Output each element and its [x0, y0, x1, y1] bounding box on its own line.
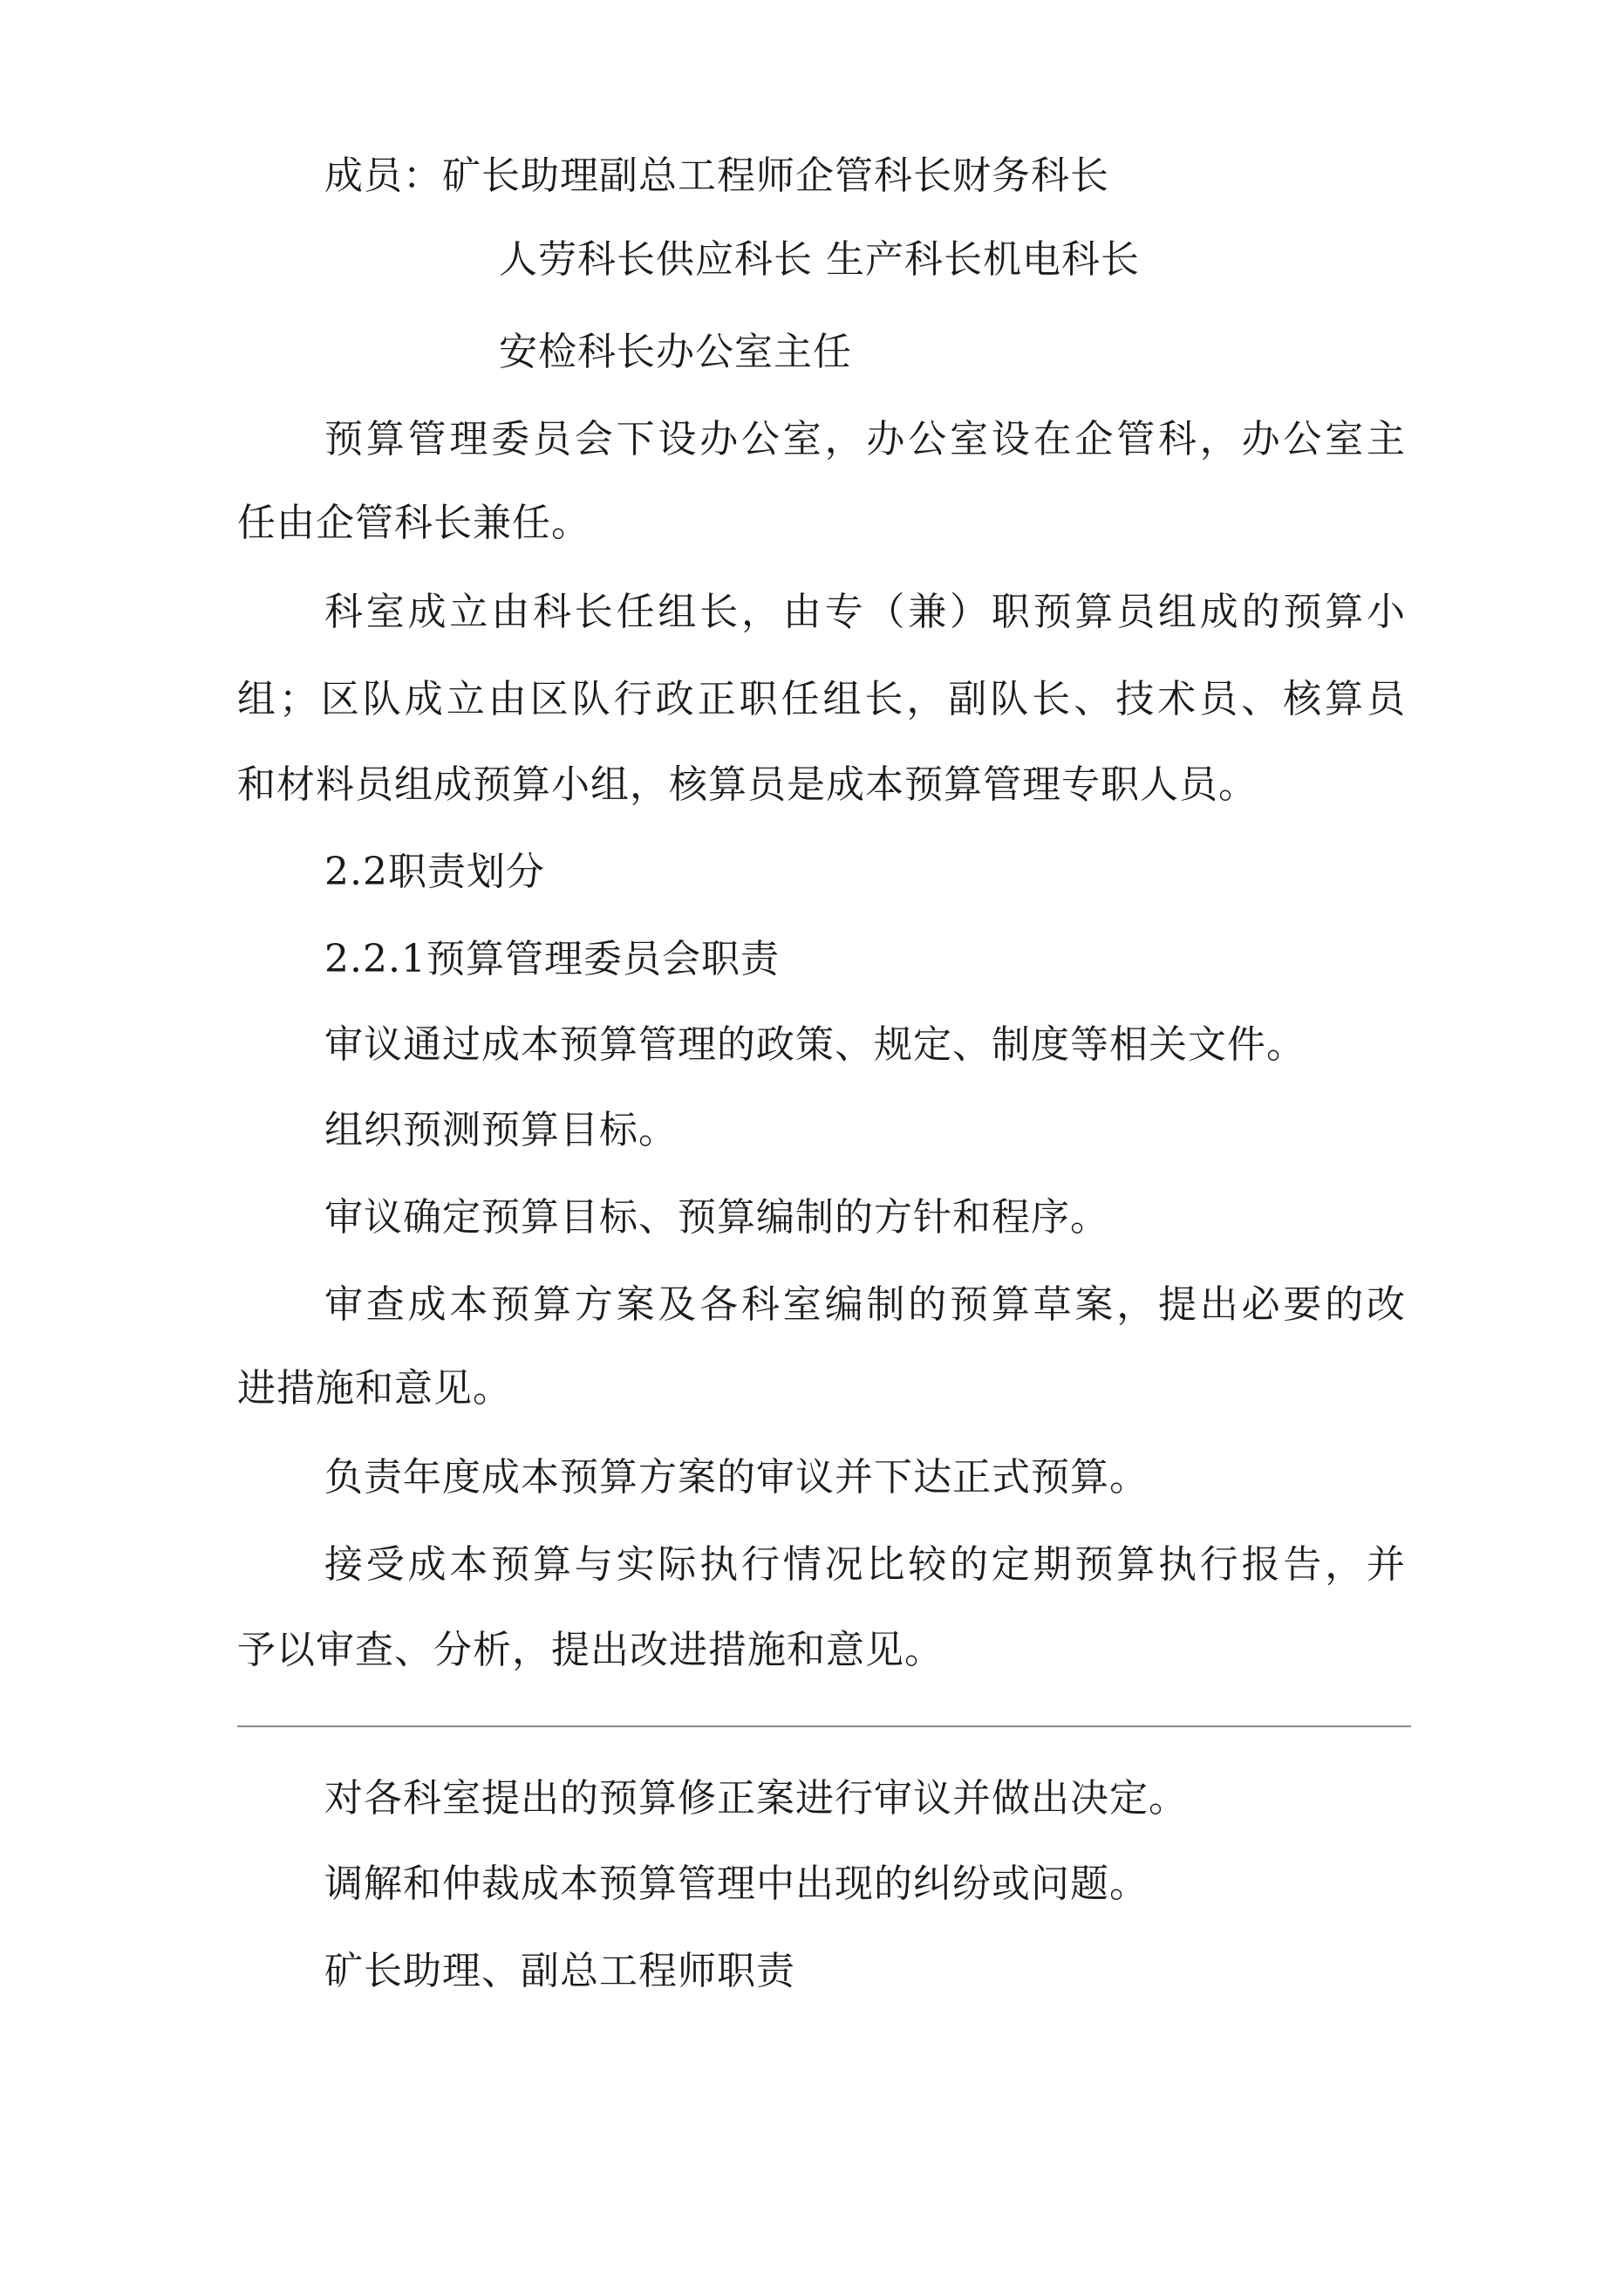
duty-item-continued: 进措施和意见。 — [237, 1366, 512, 1411]
duty-item: 审议通过成本预算管理的政策、规定、制度等相关文件。 — [324, 1022, 1306, 1067]
members-line-continued: 安检科长办公室主任 — [499, 330, 852, 374]
duty-item: 组织预测预算目标。 — [324, 1108, 678, 1152]
section-heading: 矿长助理、副总工程师职责 — [324, 1949, 795, 1993]
section-heading: 2.2职责划分 — [324, 850, 545, 894]
paragraph-line: 任由企管科长兼任。 — [237, 501, 590, 545]
duty-item: 调解和仲裁成本预算管理中出现的纠纷或问题。 — [324, 1862, 1149, 1906]
duty-item: 对各科室提出的预算修正案进行审议并做出决定。 — [324, 1776, 1188, 1821]
paragraph-line: 科室成立由科长任组长，由专（兼）职预算员组成的预算小 — [324, 590, 1406, 634]
duty-item: 审查成本预算方案及各科室编制的预算草案，提出必要的改 — [324, 1282, 1406, 1327]
members-line: 成员：矿长助理副总工程师企管科长财务科长 — [324, 154, 1109, 198]
paragraph-line: 预算管理委员会下设办公室，办公室设在企管科，办公室主 — [324, 417, 1406, 461]
duty-item: 接受成本预算与实际执行情况比较的定期预算执行报告，并 — [324, 1542, 1406, 1587]
duty-item-continued: 予以审查、分析，提出改进措施和意见。 — [237, 1628, 944, 1672]
paragraph-line: 组；区队成立由区队行政正职任组长，副队长、技术员、核算员 — [237, 677, 1406, 721]
members-line-continued: 人劳科长供应科长 生产科长机电科长 — [499, 237, 1140, 282]
paragraph-line: 和材料员组成预算小组，核算员是成本预算管理专职人员。 — [237, 762, 1258, 807]
duty-item: 负责年度成本预算方案的审议并下达正式预算。 — [324, 1455, 1149, 1500]
page-divider — [237, 1725, 1411, 1727]
duty-item: 审议确定预算目标、预算编制的方针和程序。 — [324, 1195, 1109, 1240]
subsection-heading: 2.2.1预算管理委员会职责 — [324, 937, 780, 981]
